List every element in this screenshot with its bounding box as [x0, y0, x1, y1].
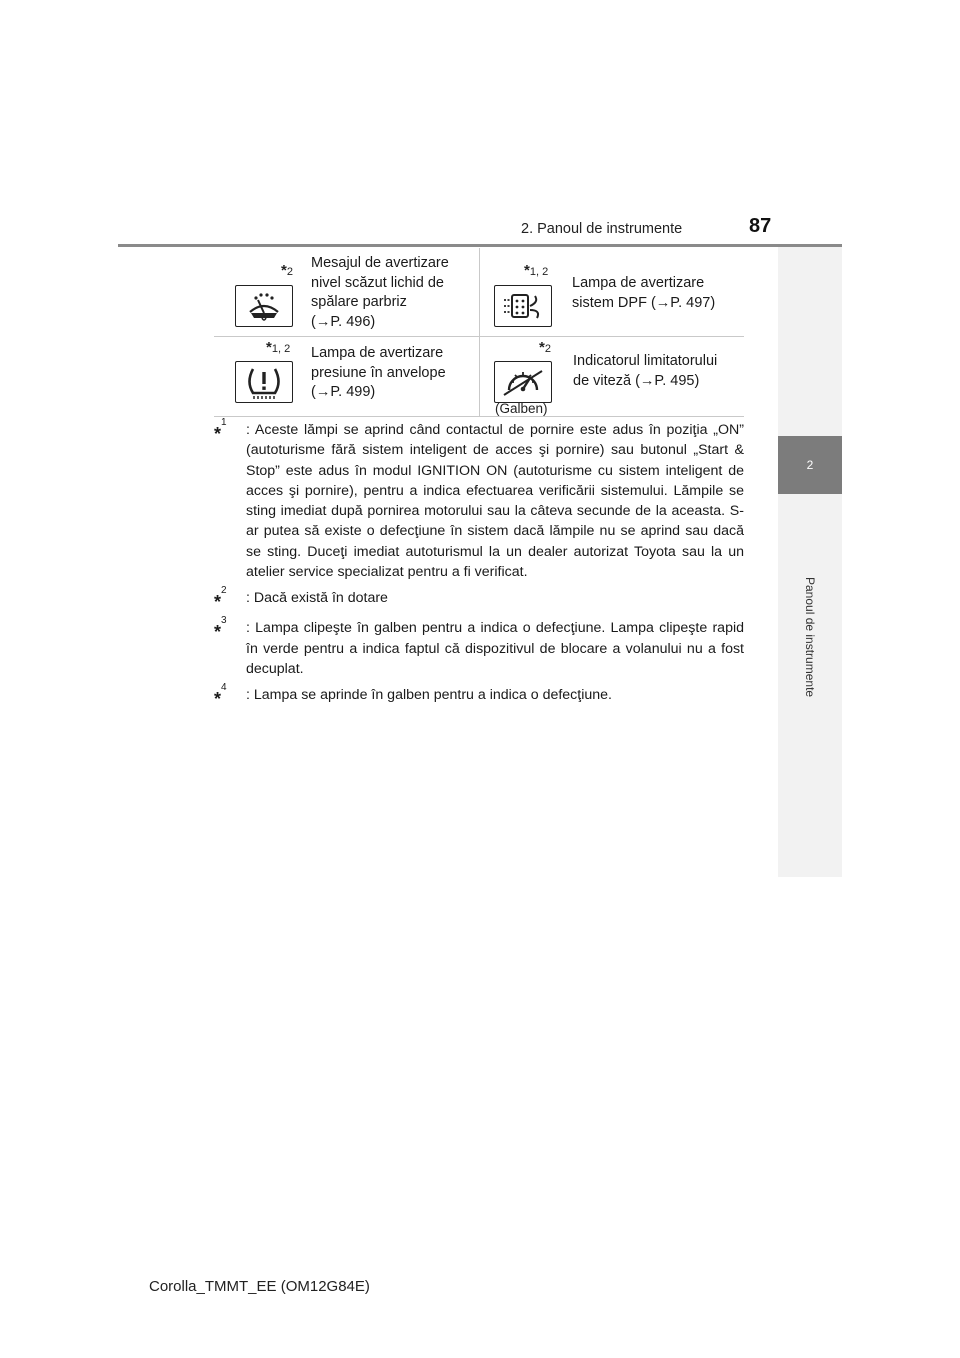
- lamp-color-caption: (Galben): [495, 401, 548, 416]
- footnote-text: : Lampa clipeşte în galben pentru a indica o defecţiune. Lampa clipeşte rapid în verde pentru a indica faptul că dispozitivul de blocare a volanului nu a fost decuplat.: [246, 620, 744, 677]
- dpf-icon: [494, 285, 552, 327]
- lamp-description: Lampa de avertizare sistem DPF (→P. 497): [572, 275, 716, 311]
- chapter-tab: [778, 436, 842, 494]
- lamp-note: *1, 2: [266, 339, 291, 356]
- lamp-note: *2: [539, 339, 551, 356]
- footnote: [214, 417, 744, 582]
- table-bottom-border: [214, 416, 744, 417]
- manual-id: Corolla_TMMT_EE (OM12G84E): [149, 1278, 370, 1295]
- lamp-description: Mesajul de avertizare nivel scăzut lichid de spălare parbriz (→P. 496): [311, 255, 449, 330]
- chapter-label: Panoul de instrumente: [803, 577, 817, 698]
- footnote-key: *$^3$: [214, 615, 227, 643]
- section-title: 2. Panoul de instrumente: [521, 221, 683, 237]
- footnote-key: *$^4$: [214, 682, 227, 710]
- page-number: 87: [749, 215, 772, 237]
- chapter-number: 2: [806, 458, 814, 472]
- lamp-description: Indicatorul limitatorului de viteză (→P. 495): [573, 353, 718, 389]
- lamp-note: *2: [281, 262, 293, 279]
- footnote: [214, 682, 744, 710]
- washer-fluid-icon: [235, 285, 293, 327]
- lamp-description: Lampa de avertizare presiune în anvelope (→P. 499): [311, 345, 446, 400]
- footnote-key: *$^1$: [214, 417, 227, 444]
- chapter-strip: [778, 247, 842, 877]
- speed-limiter-icon: [494, 361, 552, 403]
- footnote-text: : Aceste lămpi se aprind când contactul de pornire este adus în poziţia „ON” (autoturisme fără sistem inteligent de acces şi pornire) sau butonul „Start & Stop” este adus în modul IGNITION ON (autoturisme cu sistem inteligent de acces şi pornire), pentru a indica efectuarea verificării sistemului. Lămpile se sting imediat după pornirea motorului sau la câteva secunde de la aceasta. S-ar putea să existe o defecţiune în sistem dacă lămpile nu se aprind sau dacă se sting. Duceţi imediat autoturismul la un dealer autorizat Toyota sau la un atelier service specializat pentru a fi verificat.: [246, 422, 744, 581]
- footnote: [214, 585, 744, 613]
- tire-pressure-icon: [235, 361, 293, 403]
- header-rule: [118, 244, 842, 247]
- footnote-text: : Dacă există în dotare: [246, 590, 388, 607]
- footnote-key: *$^2$: [214, 585, 227, 613]
- footnotes: [214, 417, 744, 715]
- footnote: [214, 615, 744, 679]
- lamp-note: *1, 2: [524, 262, 549, 279]
- table-column-divider: [479, 248, 480, 416]
- footnote-text: : Lampa se aprinde în galben pentru a indica o defecţiune.: [246, 687, 612, 704]
